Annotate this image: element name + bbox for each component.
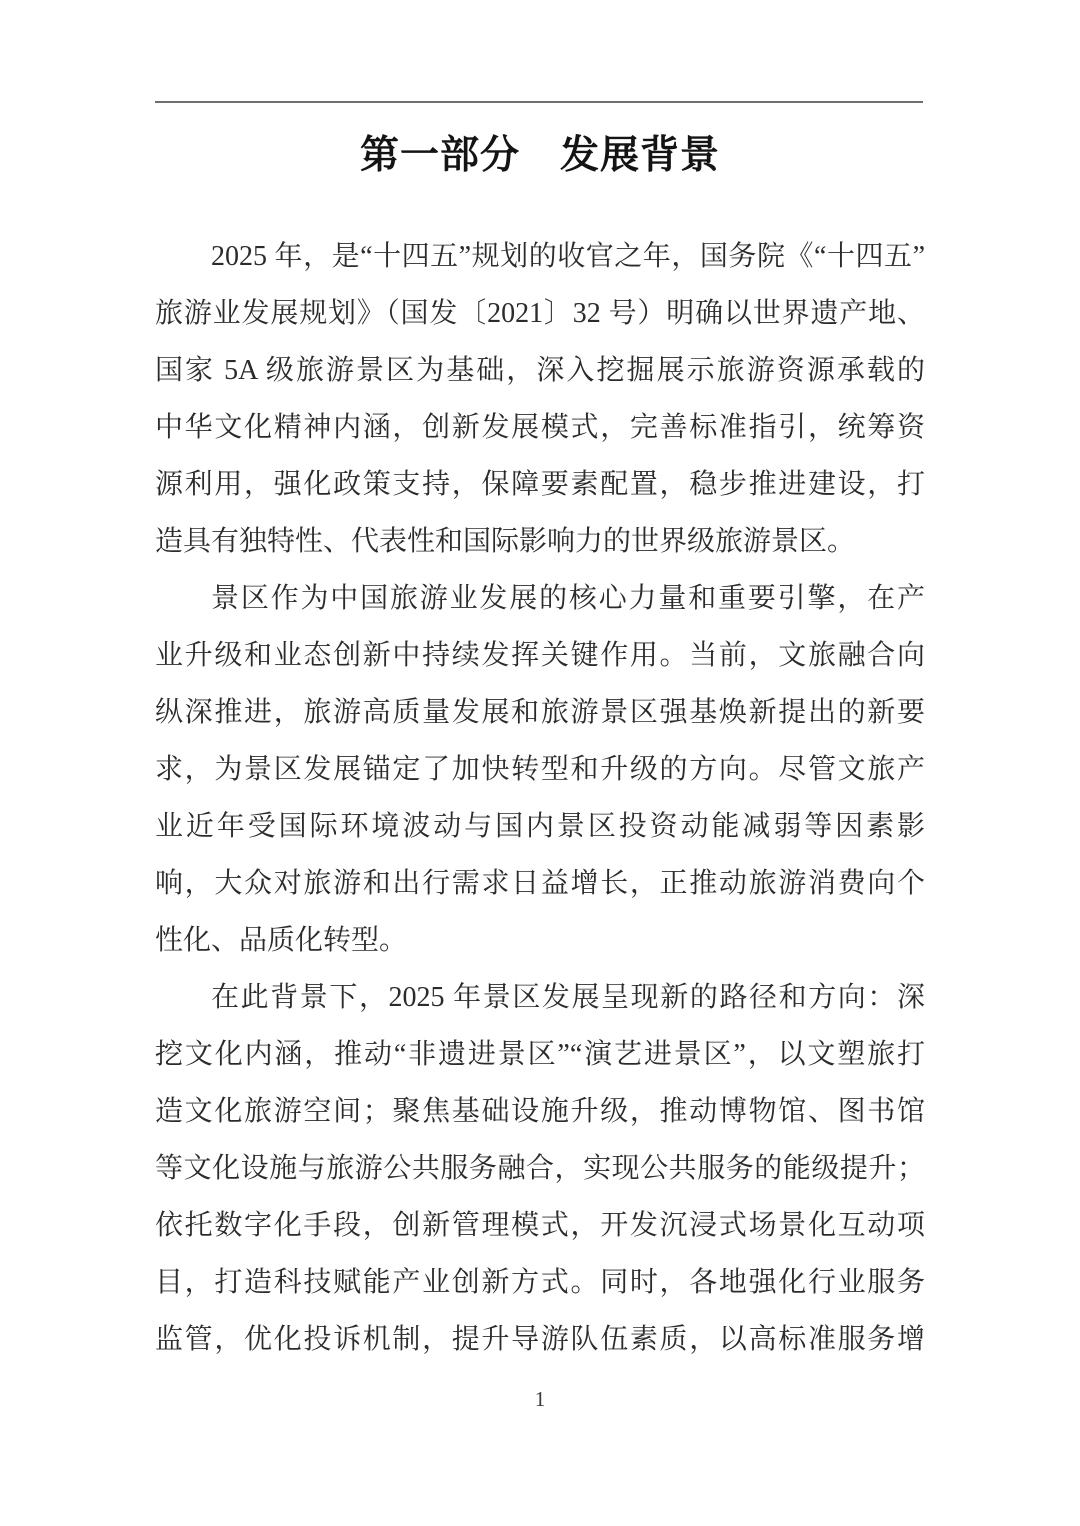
text-line: 监管，优化投诉机制，提升导游队伍素质，以高标准服务增 — [155, 1324, 925, 1355]
text-line: 景区作为中国旅游业发展的核心力量和重要引擎，在产 — [211, 583, 925, 614]
paragraph — [155, 228, 925, 570]
text-line: 目，打造科技赋能产业创新方式。同时，各地强化行业服务 — [155, 1267, 925, 1298]
body-text — [155, 228, 925, 1368]
text-line: 业近年受国际环境波动与国内景区投资动能减弱等因素影 — [155, 811, 925, 842]
text-line: 旅游业发展规划》（国发〔2021〕32 号）明确以世界遗产地、 — [155, 298, 925, 329]
text-line: 依托数字化手段，创新管理模式，开发沉浸式场景化互动项 — [155, 1210, 925, 1241]
page-title: 第一部分 发展背景 — [359, 134, 720, 177]
text-line: 国家 5A 级旅游景区为基础，深入挖掘展示旅游资源承载的 — [155, 355, 925, 386]
paragraph — [155, 969, 925, 1368]
text-line: 挖文化内涵，推动“非遗进景区”“演艺进景区”，以文塑旅打 — [155, 1039, 925, 1070]
text-line: 求，为景区发展锚定了加快转型和升级的方向。尽管文旅产 — [155, 754, 925, 785]
text-line: 业升级和业态创新中持续发挥关键作用。当前，文旅融合向 — [155, 640, 925, 671]
text-line: 源利用，强化政策支持，保障要素配置，稳步推进建设，打 — [155, 469, 925, 500]
text-line: 2025 年，是“十四五”规划的收官之年，国务院《“十四五” — [211, 241, 925, 272]
text-line: 造具有独特性、代表性和国际影响力的世界级旅游景区。 — [155, 526, 856, 557]
text-line: 性化、品质化转型。 — [155, 925, 408, 956]
text-line: 在此背景下，2025 年景区发展呈现新的路径和方向：深 — [211, 982, 925, 1013]
text-line: 响，大众对旅游和出行需求日益增长，正推动旅游消费向个 — [155, 868, 925, 899]
page-number: 1 — [534, 1387, 546, 1411]
header-rule-divider — [155, 101, 923, 103]
text-line: 纵深推进，旅游高质量发展和旅游景区强基焕新提出的新要 — [155, 697, 925, 728]
text-line: 等文化设施与旅游公共服务融合，实现公共服务的能级提升； — [155, 1153, 925, 1184]
text-line: 造文化旅游空间；聚焦基础设施升级，推动博物馆、图书馆 — [155, 1096, 925, 1127]
paragraph — [155, 570, 925, 969]
text-line: 中华文化精神内涵，创新发展模式，完善标准指引，统筹资 — [155, 412, 925, 443]
